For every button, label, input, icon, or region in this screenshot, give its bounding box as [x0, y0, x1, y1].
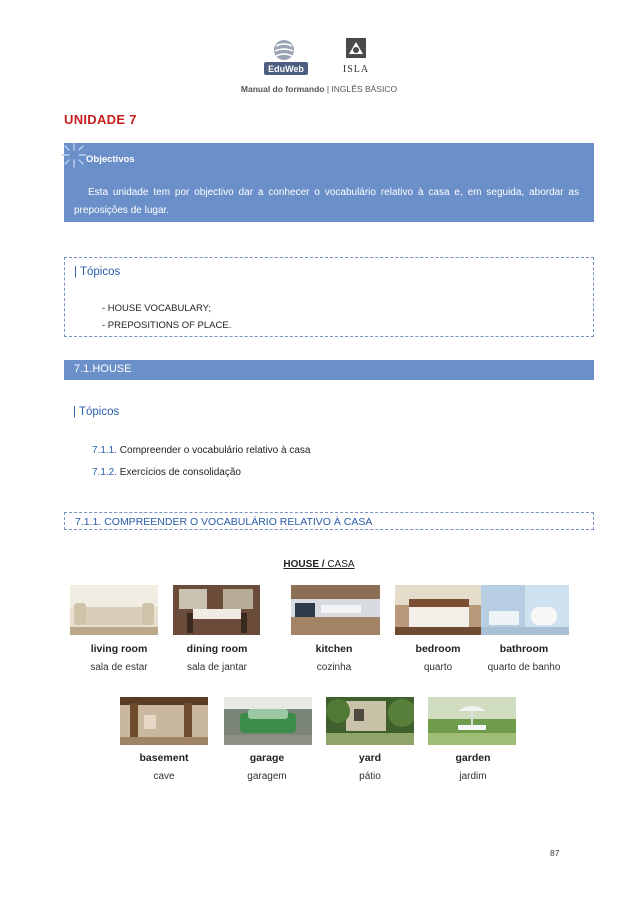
unit-title: UNIDADE 7 — [64, 112, 137, 127]
topics-box — [64, 257, 594, 337]
sparkle-icon — [60, 141, 88, 169]
vocab-item-kitchen — [284, 643, 384, 673]
kitchen-photo — [291, 585, 380, 635]
house-title-portuguese: CASA — [324, 559, 355, 570]
topics-title: | Tópicos — [74, 266, 121, 278]
section-heading-bar — [64, 360, 594, 380]
subsection-title: 7.1.1. COMPREENDER O VOCABULÁRIO RELATIVO À CASA — [75, 516, 373, 528]
vocab-item-bedroom — [388, 643, 488, 673]
topic-number: 7.1.2. — [92, 467, 118, 478]
subsection-heading-bar — [64, 512, 594, 530]
vocab-item-yard — [320, 752, 420, 782]
vocab-portuguese: cave — [153, 771, 175, 782]
topic-text: Exercícios de consolidação — [117, 467, 241, 478]
garden-photo — [428, 697, 516, 745]
vocab-english: bedroom — [415, 643, 461, 655]
dining-room-photo — [173, 585, 260, 635]
manual-caption: Manual do formando | INGLÊS BÁSICO — [240, 84, 398, 94]
eduweb-logo — [262, 38, 312, 78]
topics-title-secondary: | Tópicos — [73, 406, 120, 418]
vocab-item-living-room — [69, 643, 169, 673]
vocab-english: bathroom — [499, 643, 549, 655]
isla-logo — [336, 36, 380, 78]
vocab-english: garden — [455, 752, 491, 764]
vocab-portuguese: sala de estar — [90, 662, 148, 673]
objectives-text: Esta unidade tem por objectivo dar a conhecer o vocabulário relativo à casa e, em seguida, abordar as preposições de lugar. — [74, 187, 579, 216]
topics-list — [102, 300, 231, 334]
list-item — [92, 462, 310, 484]
vocab-item-bathroom — [474, 643, 574, 673]
svg-text:EduWeb: EduWeb — [268, 64, 304, 74]
vocab-item-dining-room — [167, 643, 267, 673]
bathroom-photo — [481, 585, 569, 635]
vocab-english: yard — [358, 752, 382, 764]
vocab-portuguese: cozinha — [316, 662, 352, 673]
yard-photo — [326, 697, 414, 745]
vocab-portuguese: jardim — [459, 771, 487, 782]
vocab-portuguese: sala de jantar — [186, 662, 248, 673]
topic-text: Compreender o vocabulário relativo à casa — [117, 445, 311, 456]
section-topics-list — [92, 440, 310, 484]
page-header — [0, 34, 638, 104]
garage-photo — [224, 697, 312, 745]
vocab-english: living room — [90, 643, 148, 655]
house-title-english: HOUSE / — [283, 559, 325, 570]
vocab-portuguese: pátio — [359, 771, 381, 782]
objectives-box — [64, 143, 594, 222]
list-item: - PREPOSITIONS OF PLACE. — [102, 320, 232, 331]
vocab-portuguese: quarto — [423, 662, 453, 673]
vocab-english: kitchen — [315, 643, 353, 655]
vocab-portuguese: quarto de banho — [487, 662, 561, 673]
svg-text:ISLA: ISLA — [342, 64, 370, 75]
vocab-english: garage — [249, 752, 285, 764]
house-title — [0, 559, 638, 570]
bedroom-photo — [395, 585, 483, 635]
vocab-item-garage — [217, 752, 317, 782]
objectives-title: Objectivos — [86, 154, 135, 165]
section-title: 7.1.HOUSE — [74, 363, 132, 375]
living-room-photo — [70, 585, 158, 635]
list-item — [92, 440, 310, 462]
list-item: - HOUSE VOCABULARY; — [102, 303, 212, 314]
vocab-english: basement — [139, 752, 189, 764]
vocab-portuguese: garagem — [247, 771, 287, 782]
vocab-item-garden — [423, 752, 523, 782]
basement-photo — [120, 697, 208, 745]
topic-number: 7.1.1. — [92, 445, 118, 456]
vocab-english: dining room — [186, 643, 248, 655]
vocab-item-basement — [114, 752, 214, 782]
page-number: 87 — [550, 848, 560, 858]
